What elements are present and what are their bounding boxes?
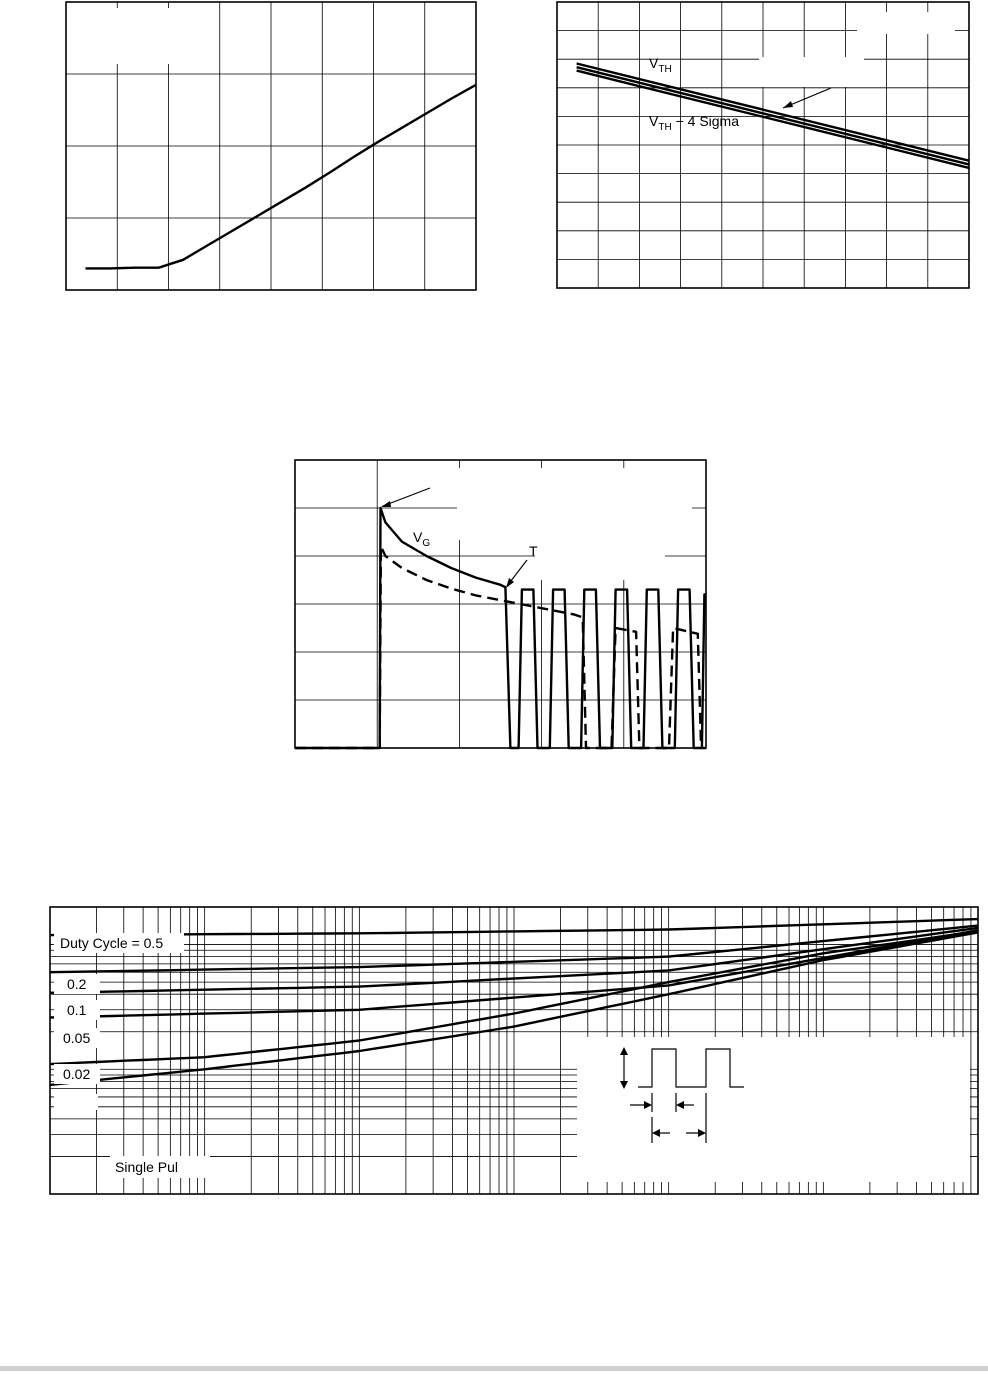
legend-label-1: 0.2 xyxy=(67,976,87,992)
chart3-pointer-arrowhead-2 xyxy=(506,578,514,588)
legend-box-blank xyxy=(54,1094,98,1110)
chart1-curves xyxy=(86,85,477,269)
chart2-blank-box-2 xyxy=(857,12,955,34)
legend-label-5: Single Pul xyxy=(115,1159,179,1175)
chart2-pointer-arrowhead xyxy=(783,101,793,108)
threshold-voltage-chart xyxy=(557,2,969,288)
legend-label-0: Duty Cycle = 0.5 xyxy=(60,935,164,951)
switching-waveform-chart xyxy=(295,460,706,748)
transient-thermal-response-chart xyxy=(50,907,978,1194)
chart3-vg-label: $V_G$ xyxy=(413,529,431,549)
chart3-blank-box-2 xyxy=(535,540,665,580)
legend-label-3: 0.05 xyxy=(63,1030,91,1046)
chart2-blank-box-1 xyxy=(759,57,864,87)
chart3-pointer-arrowhead-1 xyxy=(381,501,391,507)
chart3-t-label: T xyxy=(529,543,538,559)
legend-label-4: 0.02 xyxy=(63,1066,91,1082)
gate-charge-chart xyxy=(66,2,476,290)
inset-box xyxy=(577,1037,970,1182)
chart1-blank-box xyxy=(98,8,208,64)
chart2-vth-4sigma-label: $V_{TH} - 4$ Sigma xyxy=(649,113,740,133)
page-footer-bar xyxy=(0,1366,988,1371)
chart1-series-0 xyxy=(86,85,477,269)
legend-label-2: 0.1 xyxy=(67,1002,87,1018)
chart2-vth-label: $V_{TH}$ xyxy=(649,55,672,75)
chart3-blank-box-1 xyxy=(457,468,692,540)
